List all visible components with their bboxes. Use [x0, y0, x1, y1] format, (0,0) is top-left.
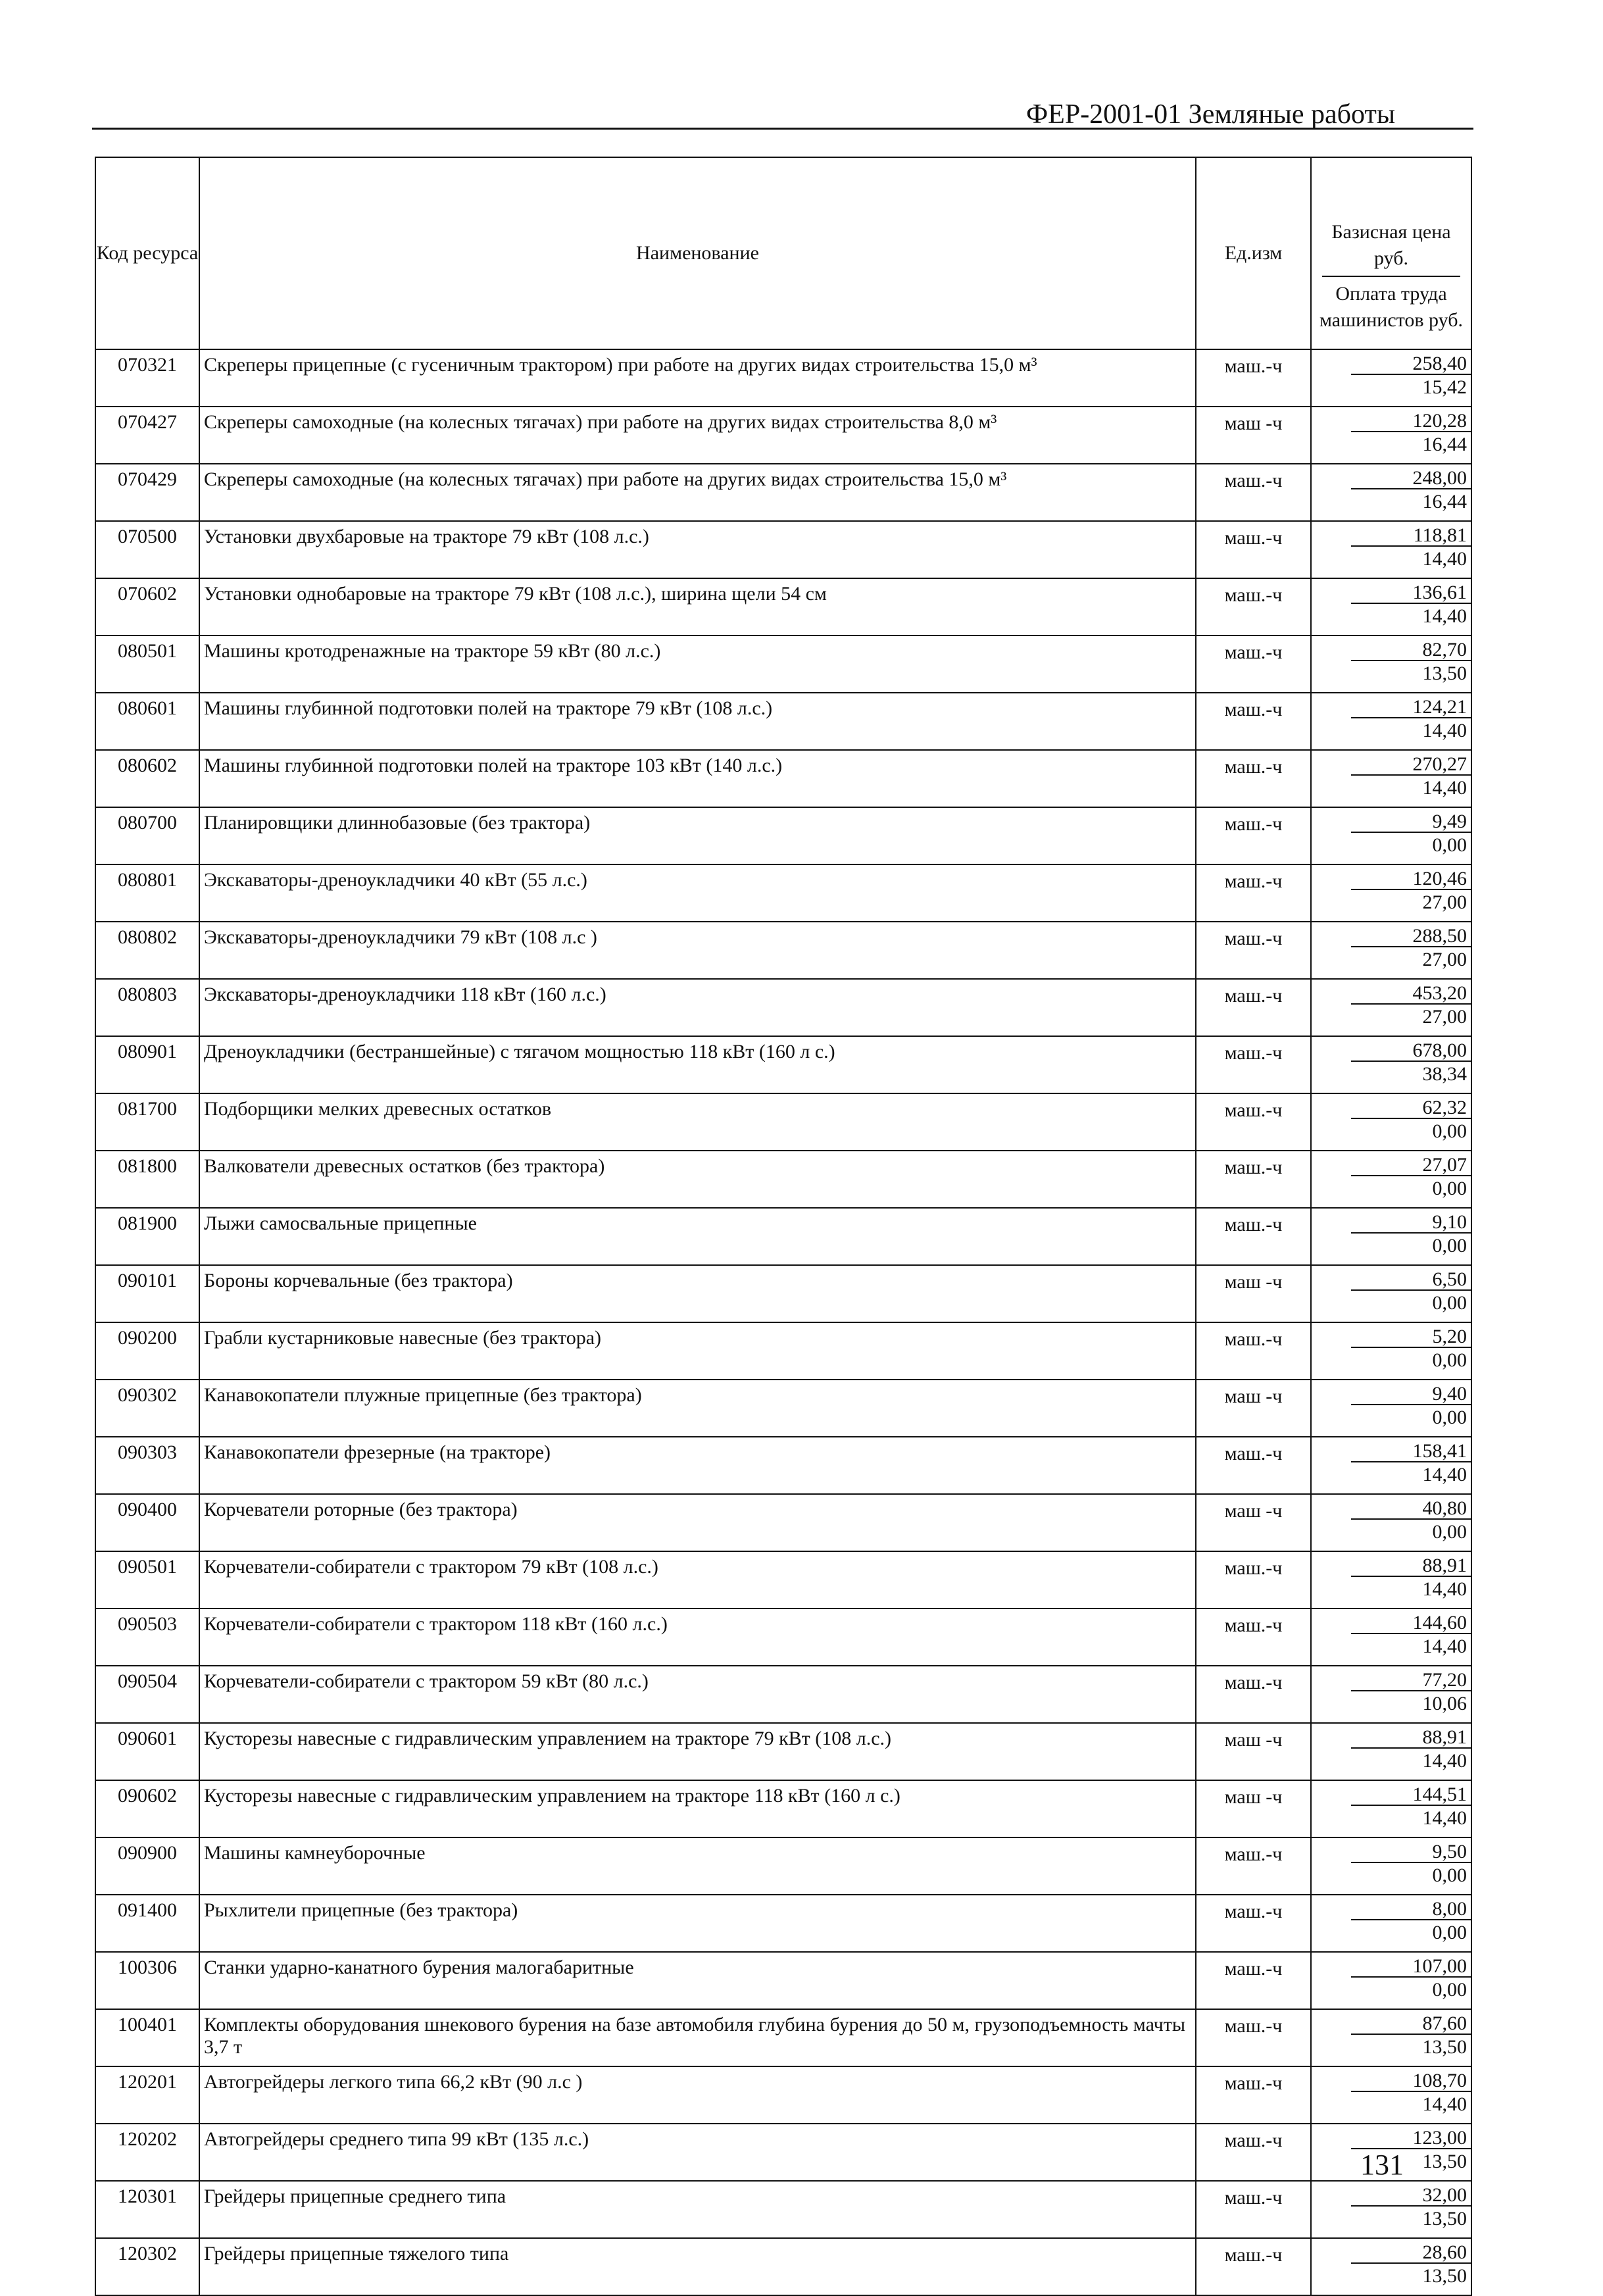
operator-wage-value: 16,44 — [1422, 434, 1467, 455]
resource-name: Экскаваторы-дреноукладчики 118 кВт (160 л.с.) — [199, 979, 1196, 1036]
resource-code: 081700 — [95, 1093, 199, 1151]
unit-of-measure: маш.-ч — [1196, 521, 1311, 578]
table-row — [95, 1036, 1471, 1093]
base-price-value: 5,20 — [1351, 1323, 1471, 1348]
resource-code: 080803 — [95, 979, 199, 1036]
price-cell — [1311, 2238, 1471, 2295]
table-row — [95, 349, 1471, 407]
resource-code: 090303 — [95, 1437, 199, 1494]
unit-of-measure: маш.-ч — [1196, 807, 1311, 864]
base-price-value: 107,00 — [1351, 1953, 1471, 1978]
resource-code: 090302 — [95, 1380, 199, 1437]
resource-code: 081900 — [95, 1208, 199, 1265]
unit-of-measure: маш -ч — [1196, 1494, 1311, 1551]
operator-wage-value: 14,40 — [1422, 548, 1467, 570]
base-price-value: 136,61 — [1351, 579, 1471, 604]
base-price-value: 88,91 — [1351, 1724, 1471, 1749]
base-price-value: 288,50 — [1351, 922, 1471, 947]
resource-name: Станки ударно-канатного бурения малогабаритные — [199, 1952, 1196, 2009]
base-price-value: 32,00 — [1351, 2182, 1471, 2207]
unit-of-measure: маш -ч — [1196, 1723, 1311, 1780]
table-row — [95, 521, 1471, 578]
table-row — [95, 1666, 1471, 1723]
resource-name: Машины глубинной подготовки полей на тракторе 103 кВт (140 л.с.) — [199, 750, 1196, 807]
unit-of-measure: маш.-ч — [1196, 864, 1311, 922]
price-cell — [1311, 693, 1471, 750]
price-cell — [1311, 578, 1471, 636]
resource-name: Грейдеры прицепные среднего типа — [199, 2181, 1196, 2238]
operator-wage-value: 13,50 — [1422, 2036, 1467, 2058]
resource-code: 100306 — [95, 1952, 199, 2009]
header-code: Код ресурса — [95, 157, 199, 349]
operator-wage-value: 0,00 — [1432, 1349, 1467, 1371]
unit-of-measure: маш -ч — [1196, 407, 1311, 464]
base-price-value: 62,32 — [1351, 1094, 1471, 1119]
unit-of-measure: маш.-ч — [1196, 1895, 1311, 1952]
resource-name: Подборщики мелких древесных остатков — [199, 1093, 1196, 1151]
operator-wage-value: 14,40 — [1422, 1464, 1467, 1485]
resource-code: 081800 — [95, 1151, 199, 1208]
resource-name: Экскаваторы-дреноукладчики 40 кВт (55 л.с.) — [199, 864, 1196, 922]
resource-name: Канавокопатели плужные прицепные (без трактора) — [199, 1380, 1196, 1437]
price-cell — [1311, 1666, 1471, 1723]
table-body — [95, 349, 1471, 2295]
resource-name: Грейдеры прицепные тяжелого типа — [199, 2238, 1196, 2295]
table-row — [95, 1437, 1471, 1494]
operator-wage-value: 0,00 — [1432, 1178, 1467, 1199]
resource-name: Автогрейдеры среднего типа 99 кВт (135 л.с.) — [199, 2124, 1196, 2181]
table-row — [95, 2009, 1471, 2066]
table-row — [95, 1093, 1471, 1151]
resource-name: Корчеватели-собиратели с трактором 118 кВт (160 л.с.) — [199, 1609, 1196, 1666]
resource-name: Дреноукладчики (бестраншейные) с тягачом мощностью 118 кВт (160 л с.) — [199, 1036, 1196, 1093]
price-cell — [1311, 2066, 1471, 2124]
operator-wage-value: 0,00 — [1432, 834, 1467, 856]
unit-of-measure: маш.-ч — [1196, 750, 1311, 807]
price-cell — [1311, 2181, 1471, 2238]
resource-name: Машины кротодренажные на тракторе 59 кВт (80 л.с.) — [199, 636, 1196, 693]
resource-name: Рыхлители прицепные (без трактора) — [199, 1895, 1196, 1952]
resource-code: 090503 — [95, 1609, 199, 1666]
price-cell — [1311, 1895, 1471, 1952]
operator-wage-value: 0,00 — [1432, 1922, 1467, 1943]
base-price-value: 248,00 — [1351, 464, 1471, 489]
operator-wage-value: 13,50 — [1422, 2208, 1467, 2230]
operator-wage-value: 27,00 — [1422, 1006, 1467, 1028]
page-number: 131 — [1360, 2149, 1404, 2181]
resource-name: Планировщики длиннобазовые (без трактора) — [199, 807, 1196, 864]
operator-wage-value: 27,00 — [1422, 891, 1467, 913]
resource-code: 070321 — [95, 349, 199, 407]
resource-name: Кусторезы навесные с гидравлическим управлением на тракторе 118 кВт (160 л с.) — [199, 1780, 1196, 1837]
unit-of-measure: маш.-ч — [1196, 1609, 1311, 1666]
resource-code: 120302 — [95, 2238, 199, 2295]
resource-name: Корчеватели-собиратели с трактором 59 кВт (80 л.с.) — [199, 1666, 1196, 1723]
operator-wage-value: 0,00 — [1432, 1235, 1467, 1257]
operator-wage-value: 16,44 — [1422, 491, 1467, 512]
unit-of-measure: маш.-ч — [1196, 2124, 1311, 2181]
resource-code: 080601 — [95, 693, 199, 750]
unit-of-measure: маш.-ч — [1196, 1151, 1311, 1208]
resource-code: 080801 — [95, 864, 199, 922]
operator-wage-value: 14,40 — [1422, 720, 1467, 741]
price-cell — [1311, 922, 1471, 979]
resource-name: Экскаваторы-дреноукладчики 79 кВт (108 л.с ) — [199, 922, 1196, 979]
base-price-value: 270,27 — [1351, 751, 1471, 776]
resource-code: 070500 — [95, 521, 199, 578]
table-row — [95, 2124, 1471, 2181]
resource-code: 090504 — [95, 1666, 199, 1723]
price-cell — [1311, 636, 1471, 693]
unit-of-measure: маш -ч — [1196, 1265, 1311, 1322]
resource-code: 090400 — [95, 1494, 199, 1551]
price-cell — [1311, 864, 1471, 922]
header-divider — [92, 128, 1473, 130]
price-cell — [1311, 979, 1471, 1036]
base-price-value: 87,60 — [1351, 2010, 1471, 2035]
base-price-value: 77,20 — [1351, 1666, 1471, 1691]
resource-name: Машины камнеуборочные — [199, 1837, 1196, 1895]
table-row — [95, 2238, 1471, 2295]
table-row — [95, 1780, 1471, 1837]
operator-wage-value: 0,00 — [1432, 1979, 1467, 2001]
table-row — [95, 464, 1471, 521]
unit-of-measure: маш -ч — [1196, 1380, 1311, 1437]
operator-wage-value: 13,50 — [1422, 2151, 1467, 2172]
unit-of-measure: маш.-ч — [1196, 979, 1311, 1036]
unit-of-measure: маш.-ч — [1196, 2009, 1311, 2066]
base-price-value: 124,21 — [1351, 693, 1471, 718]
operator-wage-value: 14,40 — [1422, 1578, 1467, 1600]
resource-name: Корчеватели-собиратели с трактором 79 кВт (108 л.с.) — [199, 1551, 1196, 1609]
price-cell — [1311, 750, 1471, 807]
resource-code: 090200 — [95, 1322, 199, 1380]
price-cell — [1311, 407, 1471, 464]
price-cell — [1311, 807, 1471, 864]
resource-name: Машины глубинной подготовки полей на тракторе 79 кВт (108 л.с.) — [199, 693, 1196, 750]
operator-wage-value: 14,40 — [1422, 2093, 1467, 2115]
operator-wage-value: 27,00 — [1422, 949, 1467, 970]
price-cell — [1311, 1265, 1471, 1322]
base-price-value: 28,60 — [1351, 2239, 1471, 2264]
price-cell — [1311, 1437, 1471, 1494]
table-row — [95, 693, 1471, 750]
price-cell — [1311, 2009, 1471, 2066]
unit-of-measure: маш.-ч — [1196, 1036, 1311, 1093]
unit-of-measure: маш.-ч — [1196, 1322, 1311, 1380]
resource-code: 090501 — [95, 1551, 199, 1609]
resource-name: Скреперы самоходные (на колесных тягачах) при работе на других видах строительства 8,0 м³ — [199, 407, 1196, 464]
operator-wage-value: 0,00 — [1432, 1864, 1467, 1886]
operator-wage-value: 10,06 — [1422, 1693, 1467, 1714]
unit-of-measure: маш.-ч — [1196, 1208, 1311, 1265]
price-cell — [1311, 1952, 1471, 2009]
table-row — [95, 807, 1471, 864]
resource-code: 080700 — [95, 807, 199, 864]
header-name: Наименование — [199, 157, 1196, 349]
price-cell — [1311, 1036, 1471, 1093]
table-row — [95, 979, 1471, 1036]
price-cell — [1311, 1380, 1471, 1437]
base-price-value: 6,50 — [1351, 1266, 1471, 1291]
price-cell — [1311, 1780, 1471, 1837]
table-row — [95, 1265, 1471, 1322]
operator-wage-value: 13,50 — [1422, 662, 1467, 684]
unit-of-measure: маш.-ч — [1196, 1551, 1311, 1609]
resource-name: Бороны корчевальные (без трактора) — [199, 1265, 1196, 1322]
table-header-row — [95, 157, 1471, 349]
resource-name: Комплекты оборудования шнекового бурения на базе автомобиля глубина бурения до 50 м, грузоподъемность мачты 3,7 т — [199, 2009, 1196, 2066]
base-price-value: 8,00 — [1351, 1895, 1471, 1920]
base-price-value: 144,60 — [1351, 1609, 1471, 1634]
table-row — [95, 1551, 1471, 1609]
resource-name: Валкователи древесных остатков (без трактора) — [199, 1151, 1196, 1208]
resource-code: 100401 — [95, 2009, 199, 2066]
table-row — [95, 636, 1471, 693]
table-row — [95, 578, 1471, 636]
base-price-value: 27,07 — [1351, 1151, 1471, 1176]
base-price-value: 678,00 — [1351, 1037, 1471, 1062]
price-cell — [1311, 464, 1471, 521]
price-cell — [1311, 1208, 1471, 1265]
resource-name: Корчеватели роторные (без трактора) — [199, 1494, 1196, 1551]
unit-of-measure: маш.-ч — [1196, 1666, 1311, 1723]
table-row — [95, 1723, 1471, 1780]
unit-of-measure: маш.-ч — [1196, 2066, 1311, 2124]
table-row — [95, 2181, 1471, 2238]
resource-name: Грабли кустарниковые навесные (без трактора) — [199, 1322, 1196, 1380]
base-price-value: 123,00 — [1351, 2124, 1471, 2149]
base-price-value: 120,46 — [1351, 865, 1471, 890]
unit-of-measure: маш.-ч — [1196, 1437, 1311, 1494]
operator-wage-value: 0,00 — [1432, 1521, 1467, 1543]
resource-name: Кусторезы навесные с гидравлическим управлением на тракторе 79 кВт (108 л.с.) — [199, 1723, 1196, 1780]
unit-of-measure: маш.-ч — [1196, 1837, 1311, 1895]
price-cell — [1311, 1837, 1471, 1895]
table-row — [95, 1322, 1471, 1380]
price-cell — [1311, 521, 1471, 578]
resource-code: 090101 — [95, 1265, 199, 1322]
resource-code: 080501 — [95, 636, 199, 693]
unit-of-measure: маш.-ч — [1196, 578, 1311, 636]
header-unit: Ед.изм — [1196, 157, 1311, 349]
operator-wage-value: 15,42 — [1422, 376, 1467, 398]
resource-code: 120201 — [95, 2066, 199, 2124]
base-price-value: 9,50 — [1351, 1838, 1471, 1863]
table-row — [95, 1895, 1471, 1952]
document-header-title: ФЕР-2001-01 Земляные работы — [1026, 99, 1396, 130]
resource-code: 090900 — [95, 1837, 199, 1895]
price-cell — [1311, 1322, 1471, 1380]
base-price-value: 158,41 — [1351, 1437, 1471, 1462]
unit-of-measure: маш.-ч — [1196, 349, 1311, 407]
price-cell — [1311, 1093, 1471, 1151]
base-price-value: 144,51 — [1351, 1781, 1471, 1806]
operator-wage-value: 0,00 — [1432, 1292, 1467, 1314]
unit-of-measure: маш.-ч — [1196, 1093, 1311, 1151]
table-row — [95, 1208, 1471, 1265]
table-row — [95, 1494, 1471, 1551]
base-price-value: 9,40 — [1351, 1380, 1471, 1405]
price-cell — [1311, 1551, 1471, 1609]
price-cell — [1311, 1723, 1471, 1780]
resource-code: 080602 — [95, 750, 199, 807]
operator-wage-value: 14,40 — [1422, 1635, 1467, 1657]
table-row — [95, 2066, 1471, 2124]
operator-wage-value: 14,40 — [1422, 605, 1467, 627]
table-row — [95, 1837, 1471, 1895]
resource-code: 080901 — [95, 1036, 199, 1093]
operator-wage-value: 14,40 — [1422, 777, 1467, 799]
resource-name: Скреперы самоходные (на колесных тягачах) при работе на других видах строительства 15,0 м³ — [199, 464, 1196, 521]
resource-name: Лыжи самосвальные прицепные — [199, 1208, 1196, 1265]
base-price-value: 40,80 — [1351, 1495, 1471, 1520]
resource-name: Установки двухбаровые на тракторе 79 кВт (108 л.с.) — [199, 521, 1196, 578]
header-operator-wage: Оплата труда машинистов руб. — [1319, 283, 1464, 331]
base-price-value: 453,20 — [1351, 980, 1471, 1005]
operator-wage-value: 13,50 — [1422, 2265, 1467, 2287]
operator-wage-value: 0,00 — [1432, 1120, 1467, 1142]
resource-code: 070427 — [95, 407, 199, 464]
operator-wage-value: 38,34 — [1422, 1063, 1467, 1085]
base-price-value: 108,70 — [1351, 2067, 1471, 2092]
operator-wage-value: 0,00 — [1432, 1407, 1467, 1428]
table-row — [95, 1151, 1471, 1208]
price-cell — [1311, 349, 1471, 407]
table-row — [95, 1380, 1471, 1437]
base-price-value: 120,28 — [1351, 407, 1471, 432]
unit-of-measure: маш.-ч — [1196, 636, 1311, 693]
resource-name: Скреперы прицепные (с гусеничным трактором) при работе на других видах строительства 15,0 м³ — [199, 349, 1196, 407]
base-price-value: 88,91 — [1351, 1552, 1471, 1577]
unit-of-measure: маш.-ч — [1196, 1952, 1311, 2009]
header-base-price: Базисная цена руб. — [1322, 173, 1460, 277]
resource-code: 070429 — [95, 464, 199, 521]
base-price-value: 258,40 — [1351, 350, 1471, 375]
resource-code: 120301 — [95, 2181, 199, 2238]
unit-of-measure: маш.-ч — [1196, 464, 1311, 521]
table-row — [95, 1952, 1471, 2009]
header-price — [1311, 157, 1471, 349]
resource-code: 120202 — [95, 2124, 199, 2181]
base-price-value: 118,81 — [1351, 522, 1471, 547]
table-row — [95, 750, 1471, 807]
table-row — [95, 407, 1471, 464]
table-row — [95, 864, 1471, 922]
unit-of-measure: маш.-ч — [1196, 693, 1311, 750]
resource-code: 090602 — [95, 1780, 199, 1837]
base-price-value: 9,49 — [1351, 808, 1471, 833]
base-price-value: 9,10 — [1351, 1209, 1471, 1234]
base-price-value: 82,70 — [1351, 636, 1471, 661]
resource-name: Автогрейдеры легкого типа 66,2 кВт (90 л.с ) — [199, 2066, 1196, 2124]
resource-code: 090601 — [95, 1723, 199, 1780]
operator-wage-value: 14,40 — [1422, 1807, 1467, 1829]
price-cell — [1311, 1494, 1471, 1551]
resource-code: 091400 — [95, 1895, 199, 1952]
resource-name: Канавокопатели фрезерные (на тракторе) — [199, 1437, 1196, 1494]
table-row — [95, 1609, 1471, 1666]
table-row — [95, 922, 1471, 979]
unit-of-measure: маш -ч — [1196, 1780, 1311, 1837]
unit-of-measure: маш.-ч — [1196, 922, 1311, 979]
operator-wage-value: 14,40 — [1422, 1750, 1467, 1772]
price-cell — [1311, 1151, 1471, 1208]
resource-code: 070602 — [95, 578, 199, 636]
price-cell — [1311, 1609, 1471, 1666]
resource-price-table — [95, 157, 1472, 2296]
resource-name: Установки однобаровые на тракторе 79 кВт (108 л.с.), ширина щели 54 см — [199, 578, 1196, 636]
unit-of-measure: маш.-ч — [1196, 2238, 1311, 2295]
unit-of-measure: маш.-ч — [1196, 2181, 1311, 2238]
resource-code: 080802 — [95, 922, 199, 979]
